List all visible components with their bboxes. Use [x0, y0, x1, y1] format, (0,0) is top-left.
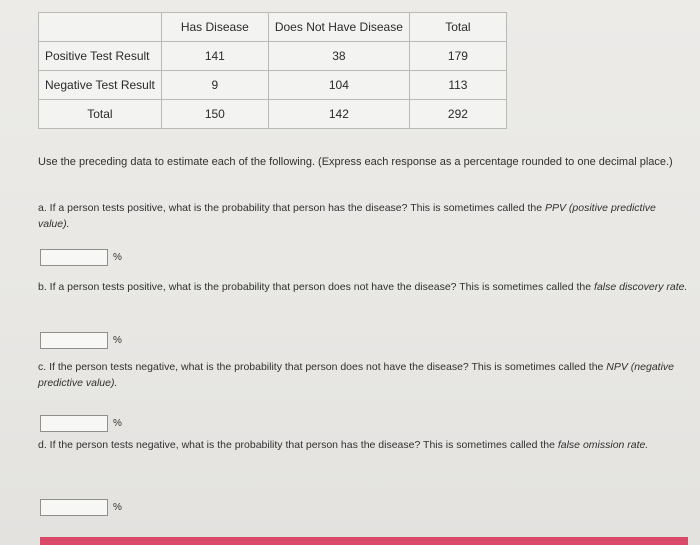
header-blank — [39, 13, 162, 42]
answer-a-group — [40, 249, 122, 266]
row-label: Positive Test Result — [39, 42, 162, 71]
contingency-table — [38, 12, 507, 129]
row-label: Negative Test Result — [39, 71, 162, 100]
question-b-term: false discovery rate. — [594, 281, 688, 293]
header-no-disease: Does Not Have Disease — [268, 13, 409, 42]
question-c-text: c. If the person tests negative, what is the probability that person does not have the disease? This is sometimes called the — [38, 361, 607, 373]
percent-unit-label: % — [113, 502, 122, 513]
bottom-accent-bar — [40, 537, 688, 545]
answer-b-input[interactable] — [40, 332, 108, 349]
question-b-text: b. If a person tests positive, what is the probability that person does not have the disease? This is sometimes called the — [38, 281, 595, 293]
cell-value: 150 — [161, 100, 268, 129]
percent-unit-label: % — [113, 335, 122, 346]
question-d-text: d. If the person tests negative, what is the probability that person has the disease? This is sometimes called the — [38, 439, 558, 451]
cell-value: 142 — [268, 100, 409, 129]
percent-unit-label: % — [113, 252, 122, 263]
answer-c-input[interactable] — [40, 415, 108, 432]
question-a-term: PPV (positive predictive value). — [38, 202, 656, 230]
question-d — [38, 437, 688, 453]
answer-c-group — [40, 415, 122, 432]
answer-d-group — [40, 499, 122, 516]
question-a-text: a. If a person tests positive, what is the probability that person has the disease? This is sometimes called the — [38, 202, 545, 214]
table-row — [39, 42, 507, 71]
table-row — [39, 100, 507, 129]
header-has-disease: Has Disease — [161, 13, 268, 42]
table-header-row — [39, 13, 507, 42]
cell-value: 9 — [161, 71, 268, 100]
header-total: Total — [409, 13, 506, 42]
question-c — [38, 359, 688, 391]
row-label: Total — [39, 100, 162, 129]
table-row — [39, 71, 507, 100]
cell-value: 104 — [268, 71, 409, 100]
cell-value: 38 — [268, 42, 409, 71]
cell-value: 113 — [409, 71, 506, 100]
question-c-term: NPV (negative predictive value). — [38, 361, 674, 389]
instructions-text: Use the preceding data to estimate each of the following. (Express each response as a percentage rounded to one decimal place.) — [38, 156, 673, 168]
cell-value: 292 — [409, 100, 506, 129]
question-d-term: false omission rate. — [557, 439, 649, 451]
answer-b-group — [40, 332, 122, 349]
answer-a-input[interactable] — [40, 249, 108, 266]
cell-value: 179 — [409, 42, 506, 71]
percent-unit-label: % — [113, 418, 122, 429]
cell-value: 141 — [161, 42, 268, 71]
question-a — [38, 200, 688, 232]
answer-d-input[interactable] — [40, 499, 108, 516]
question-b — [38, 279, 688, 295]
